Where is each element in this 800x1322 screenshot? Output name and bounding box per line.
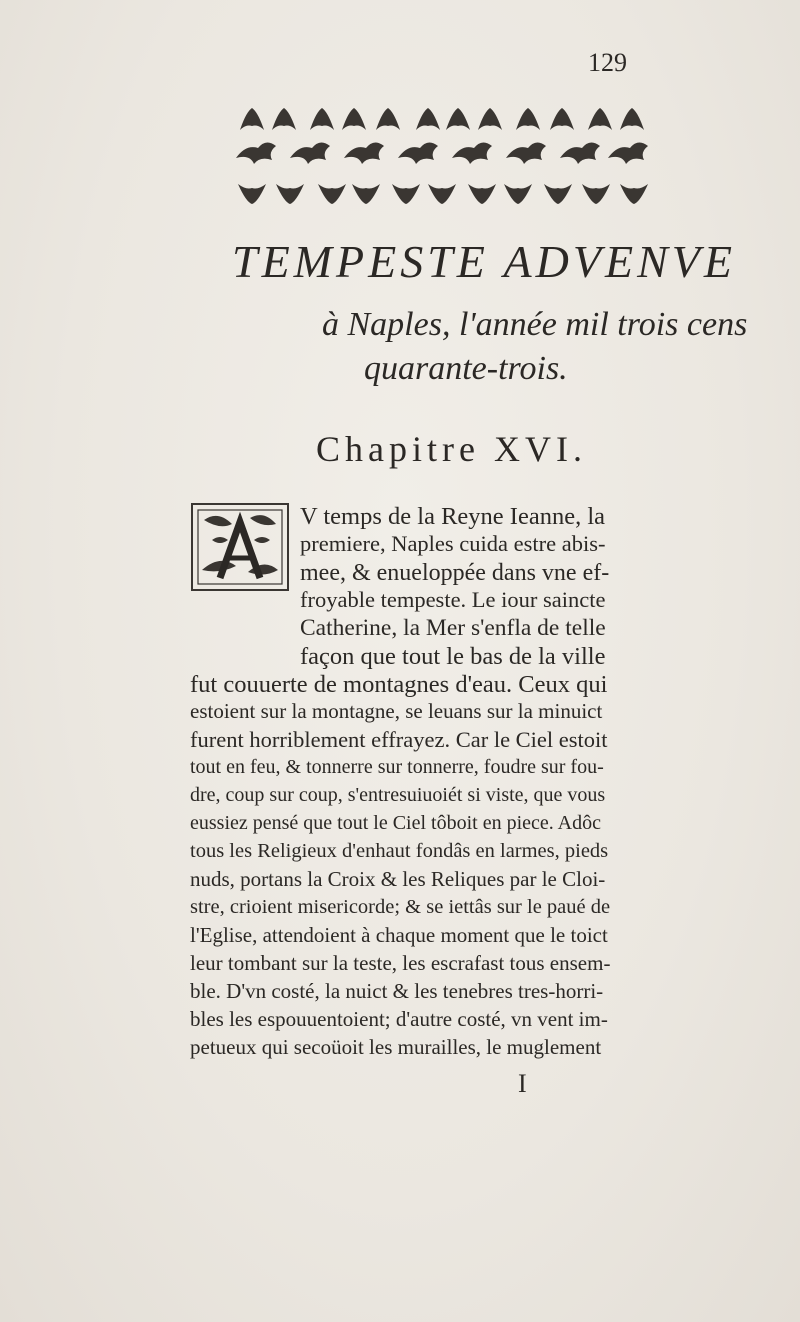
decorated-letter-A-icon: [190, 500, 292, 596]
chapter-title: TEMPESTE ADVENVE: [232, 236, 736, 287]
body-line-4: froyable tempeste. Le iour saincte: [300, 587, 606, 612]
body-line-1: V temps de la Reyne Ieanne, la: [300, 503, 606, 530]
body-line-12: eussiez pensé que tout le Ciel tôboit en piece. Adôc: [190, 812, 601, 834]
body-line-19: bles les espouuentoient; d'autre costé, vn vent im-: [190, 1007, 608, 1031]
body-line-8: estoient sur la montagne, se leuans sur la minuict: [190, 699, 603, 723]
body-line-14: nuds, portans la Croix & les Reliques par le Cloi-: [190, 867, 606, 891]
chapter-subtitle-line-2: quarante-trois.: [364, 350, 568, 387]
body-line-2: premiere, Naples cuida estre abis-: [300, 531, 606, 556]
fleuron-row-2: [236, 142, 648, 164]
body-line-17: leur tombant sur la teste, les escrafast tous ensem-: [190, 951, 611, 975]
chapter-subtitle-line-1: à Naples, l'année mil trois cens: [322, 306, 748, 343]
body-line-3: mee, & enueloppée dans vne ef-: [300, 560, 610, 586]
body-line-6: façon que tout le bas de la ville: [300, 643, 606, 670]
fleuron-row-1: [240, 108, 644, 130]
fleuron-row-3: [238, 184, 648, 204]
chapter-number: Chapitre XVI.: [316, 429, 587, 469]
body-line-10: tout en feu, & tonnerre sur tonnerre, foudre sur fou-: [190, 756, 604, 778]
body-line-7: fut couuerte de montagnes d'eau. Ceux qui: [190, 671, 608, 698]
body-line-13: tous les Religieux d'enhaut fondâs en larmes, pieds: [190, 840, 609, 862]
page-number: 129: [588, 48, 627, 77]
body-line-9: furent horriblement effrayez. Car le Ciel estoit: [190, 727, 608, 752]
body-line-16: l'Eglise, attendoient à chaque moment que le toict: [190, 923, 608, 947]
body-line-15: stre, crioient misericorde; & se iettâs sur le paué de: [190, 896, 611, 918]
body-line-20: petueux qui secoüoit les murailles, le muglement: [190, 1035, 602, 1059]
body-line-11: dre, coup sur coup, s'entresuiuoiét si viste, que vous: [190, 784, 606, 806]
body-line-5: Catherine, la Mer s'enfla de telle: [300, 615, 606, 641]
body-line-18: ble. D'vn costé, la nuict & les tenebres tres-horri-: [190, 979, 604, 1003]
fleuron-band-icon: [232, 96, 654, 218]
catchword: I: [518, 1069, 527, 1098]
